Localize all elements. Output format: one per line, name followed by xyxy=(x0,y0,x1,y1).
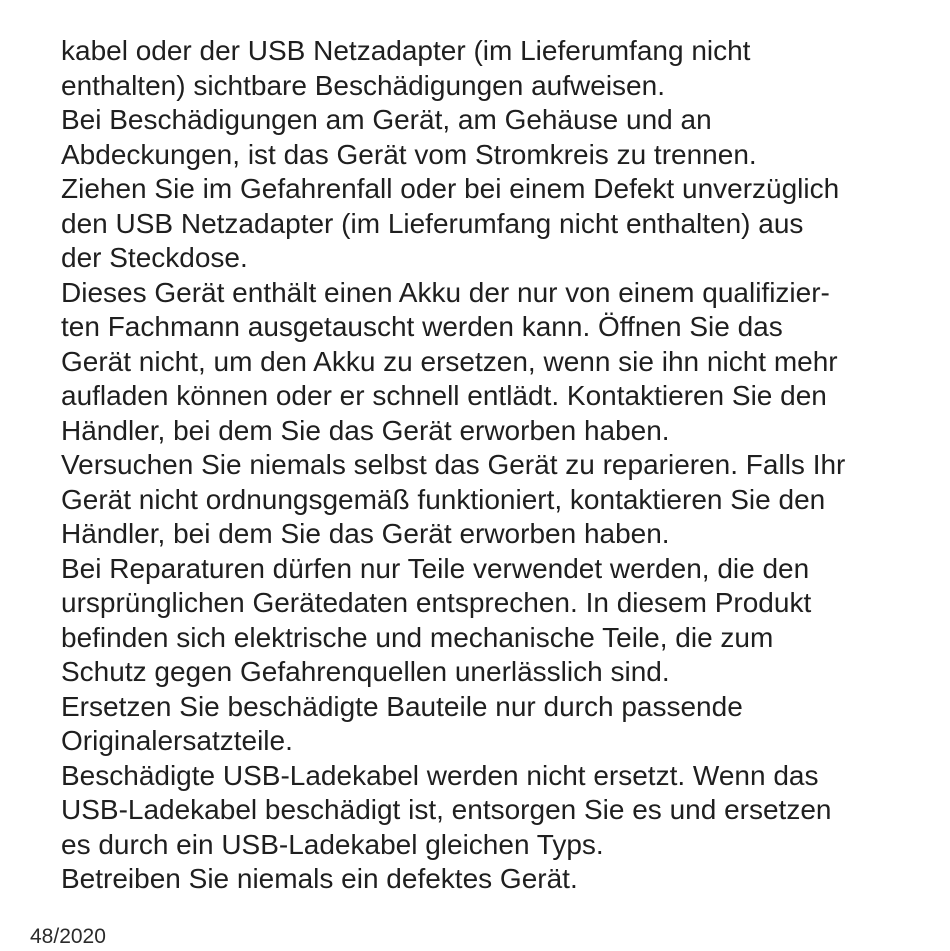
document-code: 48/2020 xyxy=(30,925,106,948)
text-line: es durch ein USB-Ladekabel gleichen Typs. xyxy=(61,828,604,860)
paragraph-defective-device xyxy=(61,862,931,897)
text-line: aufladen können oder er schnell entlädt. Kontaktieren Sie den xyxy=(61,380,827,411)
text-line: Dieses Gerät enthält einen Akku der nur von einem qualifizier- xyxy=(61,276,830,308)
paragraph-repair-parts xyxy=(61,552,931,690)
text-line: Händler, bei dem Sie das Gerät erworben haben. xyxy=(61,414,670,446)
text-line: Ersetzen Sie beschädigte Bauteile nur durch passende xyxy=(61,690,743,722)
text-line: ten Fachmann ausgetauscht werden kann. Öffnen Sie das xyxy=(61,311,783,342)
text-line: enthalten) sichtbare Beschädigungen aufweisen. xyxy=(61,69,665,101)
text-line: Betreiben Sie niemals ein defektes Gerät. xyxy=(61,863,578,894)
paragraph-no-self-repair xyxy=(61,448,931,552)
text-line: Ziehen Sie im Gefahrenfall oder bei einem Defekt unverzüglich xyxy=(61,173,840,204)
paragraph-original-parts xyxy=(61,690,931,759)
text-line: Versuchen Sie niemals selbst das Gerät zu reparieren. Falls Ihr xyxy=(61,449,846,480)
text-line: der Steckdose. xyxy=(61,242,248,273)
safety-instructions-text xyxy=(61,34,931,897)
text-line: Originalersatzteile. xyxy=(61,725,293,756)
text-line: Abdeckungen, ist das Gerät vom Stromkreis zu trennen. xyxy=(61,138,757,170)
text-line: Bei Beschädigungen am Gerät, am Gehäuse und an xyxy=(61,104,712,135)
text-line: Bei Reparaturen dürfen nur Teile verwendet werden, die den xyxy=(61,552,810,584)
text-line: kabel oder der USB Netzadapter (im Lieferumfang nicht xyxy=(61,35,751,66)
text-line: Schutz gegen Gefahrenquellen unerlässlich sind. xyxy=(61,656,670,687)
paragraph-emergency-unplug xyxy=(61,172,931,276)
paragraph-damaged-cable xyxy=(61,34,931,103)
text-line: Beschädigte USB-Ladekabel werden nicht ersetzt. Wenn das xyxy=(61,759,819,791)
text-line: befinden sich elektrische und mechanische Teile, die zum xyxy=(61,621,774,653)
paragraph-usb-cable xyxy=(61,759,931,863)
text-line: den USB Netzadapter (im Lieferumfang nicht enthalten) aus xyxy=(61,207,804,239)
text-line: ursprünglichen Gerätedaten entsprechen. In diesem Produkt xyxy=(61,587,812,618)
text-line: Gerät nicht, um den Akku zu ersetzen, wenn sie ihn nicht mehr xyxy=(61,345,838,377)
text-line: USB-Ladekabel beschädigt ist, entsorgen Sie es und ersetzen xyxy=(61,794,832,825)
text-line: Gerät nicht ordnungsgemäß funktioniert, kontaktieren Sie den xyxy=(61,483,826,515)
paragraph-damaged-housing xyxy=(61,103,931,172)
paragraph-battery-replacement xyxy=(61,276,931,449)
text-line: Händler, bei dem Sie das Gerät erworben haben. xyxy=(61,518,670,549)
